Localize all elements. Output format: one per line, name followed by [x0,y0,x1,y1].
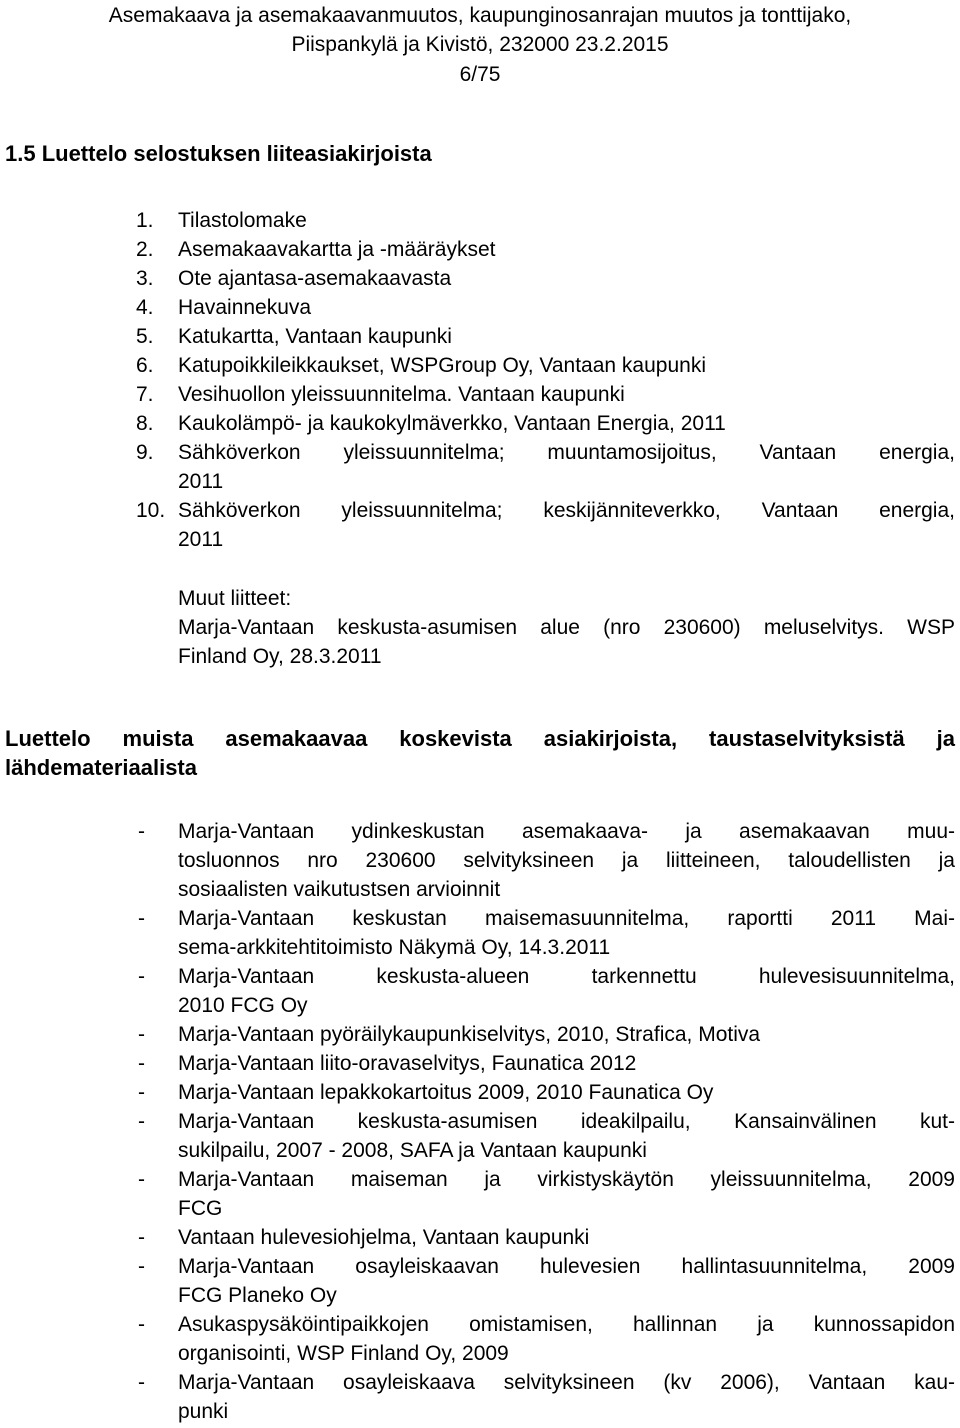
list-item-number: 6. [136,354,154,377]
other-attachments-label: Muut liitteet: [178,587,292,610]
list-item-number: 7. [136,383,154,406]
list-item-number: 3. [136,267,154,290]
list-item-text: Sähköverkon yleissuunnitelma; keskijänniteverkko, Vantaan energia, [178,499,955,522]
list-item-text: Marja-Vantaan maiseman ja virkistyskäytön yleissuunnitelma, 2009 [178,1168,955,1191]
list-item-number: 8. [136,412,154,435]
list-bullet: - [138,820,145,843]
list-item-number: 10. [136,499,166,522]
list-bullet: - [138,1226,145,1249]
section-title-2-cont: lähdemateriaalista [5,755,197,780]
list-item-text: Marja-Vantaan osayleiskaavan hulevesien hallintasuunnitelma, 2009 [178,1255,955,1278]
list-bullet: - [138,1255,145,1278]
header-title-line-2: Piispankylä ja Kivistö, 232000 23.2.2015 [291,33,669,56]
list-bullet: - [138,1168,145,1191]
section-title: 1.5 Luettelo selostuksen liiteasiakirjoista [5,141,432,166]
list-item-text: Marja-Vantaan keskustan maisemasuunnitelma, raportti 2011 Mai- [178,907,955,930]
list-item-text: Marja-Vantaan ydinkeskustan asemakaava- ja asemakaavan muu- [178,820,955,843]
list-item-text: Asukaspysäköintipaikkojen omistamisen, hallinnan ja kunnossapidon [178,1313,955,1336]
section-title-2: Luettelo muista asemakaavaa koskevista asiakirjoista, taustaselvityksistä ja [5,726,955,751]
list-bullet: - [138,1052,145,1075]
list-item-text: Vesihuollon yleissuunnitelma. Vantaan kaupunki [178,383,625,406]
list-item-text-cont: 2010 FCG Oy [178,994,308,1017]
list-bullet: - [138,1110,145,1133]
list-bullet: - [138,1081,145,1104]
list-item-text-cont: 2011 [178,470,224,493]
list-item-number: 9. [136,441,154,464]
list-item-text-cont: 2011 [178,528,224,551]
list-item-text-cont: organisointi, WSP Finland Oy, 2009 [178,1342,509,1365]
list-bullet: - [138,1313,145,1336]
other-attachment-text-cont: Finland Oy, 28.3.2011 [178,645,382,668]
other-attachment-text: Marja-Vantaan keskusta-asumisen alue (nro 230600) meluselvitys. WSP [178,616,955,639]
list-item-text: Marja-Vantaan liito-oravaselvitys, Faunatica 2012 [178,1052,637,1075]
list-item-text-cont: sosiaalisten vaikutustsen arvioinnit [178,878,501,901]
list-item-text: Marja-Vantaan osayleiskaava selvityksineen (kv 2006), Vantaan kau- [178,1371,955,1394]
list-item-text: Katupoikkileikkaukset, WSPGroup Oy, Vantaan kaupunki [178,354,706,377]
list-item-text: Marja-Vantaan lepakkokartoitus 2009, 2010 Faunatica Oy [178,1081,714,1104]
list-item-text-cont: sukilpailu, 2007 - 2008, SAFA ja Vantaan kaupunki [178,1139,647,1162]
list-item-text: Kaukolämpö- ja kaukokylmäverkko, Vantaan Energia, 2011 [178,412,726,435]
list-item-text-cont: tosluonnos nro 230600 selvityksineen ja liitteineen, taloudellisten ja [178,849,955,872]
list-item-text: Katukartta, Vantaan kaupunki [178,325,452,348]
list-item-text: Vantaan hulevesiohjelma, Vantaan kaupunki [178,1226,590,1249]
list-item-text-cont: sema-arkkitehtitoimisto Näkymä Oy, 14.3.2011 [178,936,611,959]
list-item-number: 1. [136,209,154,232]
list-item-text: Tilastolomake [178,209,307,232]
page-number: 6/75 [459,63,501,86]
list-item-text-cont: FCG Planeko Oy [178,1284,337,1307]
list-item-text-cont: FCG [178,1197,223,1220]
list-item-number: 2. [136,238,154,261]
list-item-text: Asemakaavakartta ja -määräykset [178,238,496,261]
list-item-text: Marja-Vantaan keskusta-asumisen ideakilpailu, Kansainvälinen kut- [178,1110,955,1133]
list-bullet: - [138,1023,145,1046]
list-item-number: 4. [136,296,154,319]
list-item-text: Sähköverkon yleissuunnitelma; muuntamosijoitus, Vantaan energia, [178,441,955,464]
list-bullet: - [138,907,145,930]
list-item-text: Marja-Vantaan keskusta-alueen tarkennettu hulevesisuunnitelma, [178,965,955,988]
list-bullet: - [138,1371,145,1394]
list-item-text-cont: punki [178,1400,229,1423]
header-title-line-1: Asemakaava ja asemakaavanmuutos, kaupunginosanrajan muutos ja tonttijako, [108,4,852,27]
list-item-text: Marja-Vantaan pyöräilykaupunkiselvitys, 2010, Strafica, Motiva [178,1023,761,1046]
list-item-number: 5. [136,325,154,348]
list-bullet: - [138,965,145,988]
list-item-text: Havainnekuva [178,296,312,319]
list-item-text: Ote ajantasa-asemakaavasta [178,267,452,290]
